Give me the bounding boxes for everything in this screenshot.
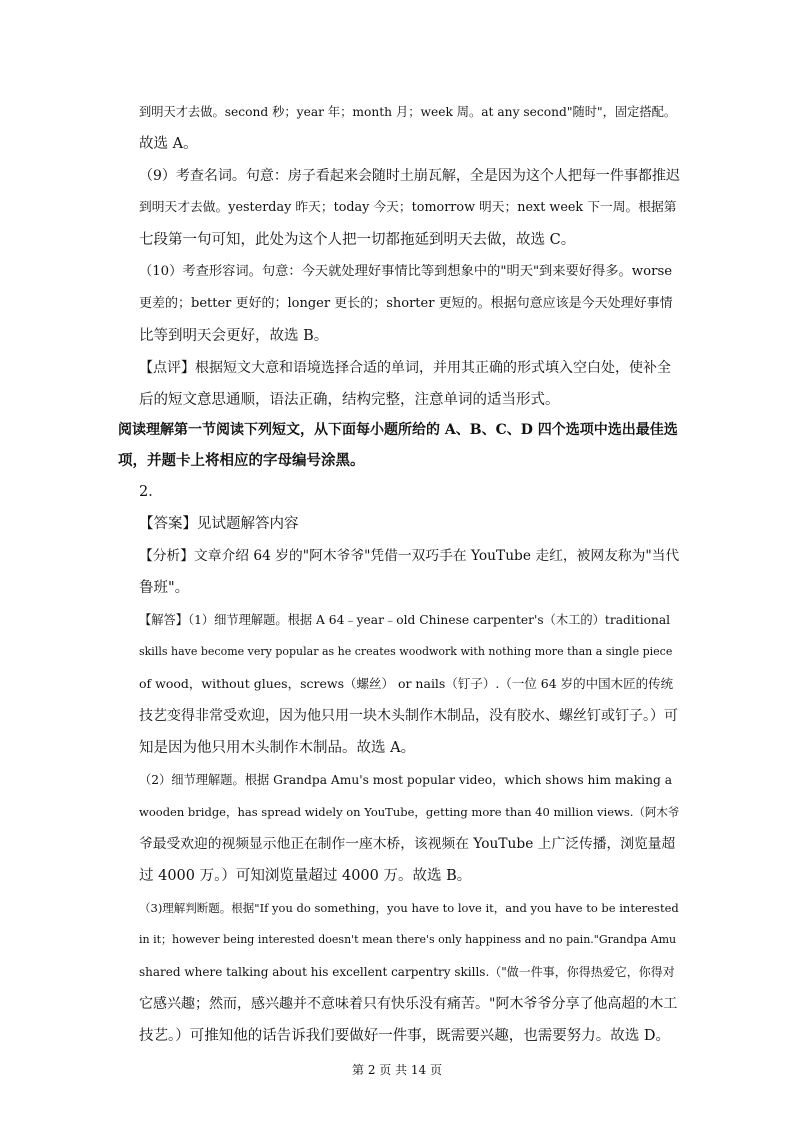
text-line: in it；however being interested doesn't mean there's only happiness and no pain."Grandpa Amu bbox=[139, 933, 677, 946]
text-line: 比等到明天会更好，故选 B。 bbox=[139, 328, 329, 344]
text-line: 爷最受欢迎的视频显示他正在制作一座木桥，该视频在 YouTube 上广泛传播，浏览量超 bbox=[139, 836, 676, 852]
text-line: 技艺变得非常受欢迎，因为他只用一块木头制作木制品，没有胶水、螺丝钉或钉子。）可 bbox=[139, 708, 678, 724]
text-line: of wood，without glues，screws（螺丝） or nails（钉子）.（一位 64 岁的中国木匠的传统 bbox=[139, 676, 674, 691]
text-line: 技艺。）可推知他的话告诉我们要做好一件事，既需要兴趣，也需要努力。故选 D。 bbox=[139, 1028, 670, 1044]
text-line: 七段第一句可知，此处为这个人把一切都拖延到明天去做，故选 C。 bbox=[139, 232, 576, 248]
question-number: 2． bbox=[139, 484, 163, 500]
text-line: （10）考查形容词。句意：今天就处理好事情比等到想象中的"明天"到来要好得多。worse bbox=[139, 264, 673, 279]
text-line: 更差的；better 更好的；longer 更长的；shorter 更短的。根据句意应该是今天处理好事情 bbox=[139, 296, 673, 311]
text-line: 它感兴趣；然而，感兴趣并不意味着只有快乐没有痛苦。"阿木爷爷分享了他高超的木工 bbox=[139, 996, 678, 1012]
text-line: 到明天才去做。yesterday 昨天；today 今天；tomorrow 明天；next week 下一周。根据第 bbox=[139, 200, 677, 215]
text-line: shared where talking about his excellent carpentry skills.（"做一件事，你得热爱它，你得对 bbox=[139, 965, 675, 979]
solution-line: 【解答】（1）细节理解题。根据 A 64﹣year﹣old Chinese carpenter's（木工的）traditional bbox=[139, 613, 671, 627]
text-line: （3)理解判断题。根据"If you do something，you have to love it，and you have to be interested bbox=[139, 901, 679, 915]
text-line: skills have become very popular as he creates woodwork with nothing more than a single piece bbox=[139, 645, 673, 658]
text-line: 知是因为他只用木头制作木制品。故选 A。 bbox=[139, 740, 416, 756]
text-line: 后的短文意思通顺，语法正确，结构完整，注意单词的适当形式。 bbox=[139, 392, 560, 408]
section-heading: 项，并题卡上将相应的字母编号涂黑。 bbox=[118, 452, 365, 469]
analysis-line: 【分析】文章介绍 64 岁的"阿木爷爷"凭借一双巧手在 YouTube 走红，被网友称为"当代 bbox=[139, 548, 680, 564]
comment-line: 【点评】根据短文大意和语境选择合适的单词，并用其正确的形式填入空白处，使补全 bbox=[139, 360, 671, 376]
text-line: 过 4000 万。）可知浏览量超过 4000 万。故选 B。 bbox=[139, 868, 472, 884]
answer-line: 【答案】见试题解答内容 bbox=[139, 516, 299, 532]
section-heading: 阅读理解第一节阅读下列短文，从下面每小题所给的 A、B、C、D 四个选项中选出最佳选 bbox=[118, 422, 678, 438]
text-line: （2）细节理解题。根据 Grandpa Amu's most popular video，which shows him making a bbox=[139, 773, 673, 787]
text-line: 故选 A。 bbox=[139, 136, 198, 152]
text-line: wooden bridge，has spread widely on YouTube，getting more than 40 million views.（阿木爷 bbox=[139, 805, 680, 819]
page-footer: 第 2 页 共 14 页 bbox=[352, 1063, 442, 1077]
text-line: （9）考查名词。句意：房子看起来会随时土崩瓦解，全是因为这个人把每一件事都推迟 bbox=[139, 168, 680, 184]
text-line: 到明天才去做。second 秒；year 年；month 月；week 周。at any second"随时"，固定搭配。 bbox=[139, 105, 677, 119]
text-line: 鲁班"。 bbox=[139, 580, 190, 596]
